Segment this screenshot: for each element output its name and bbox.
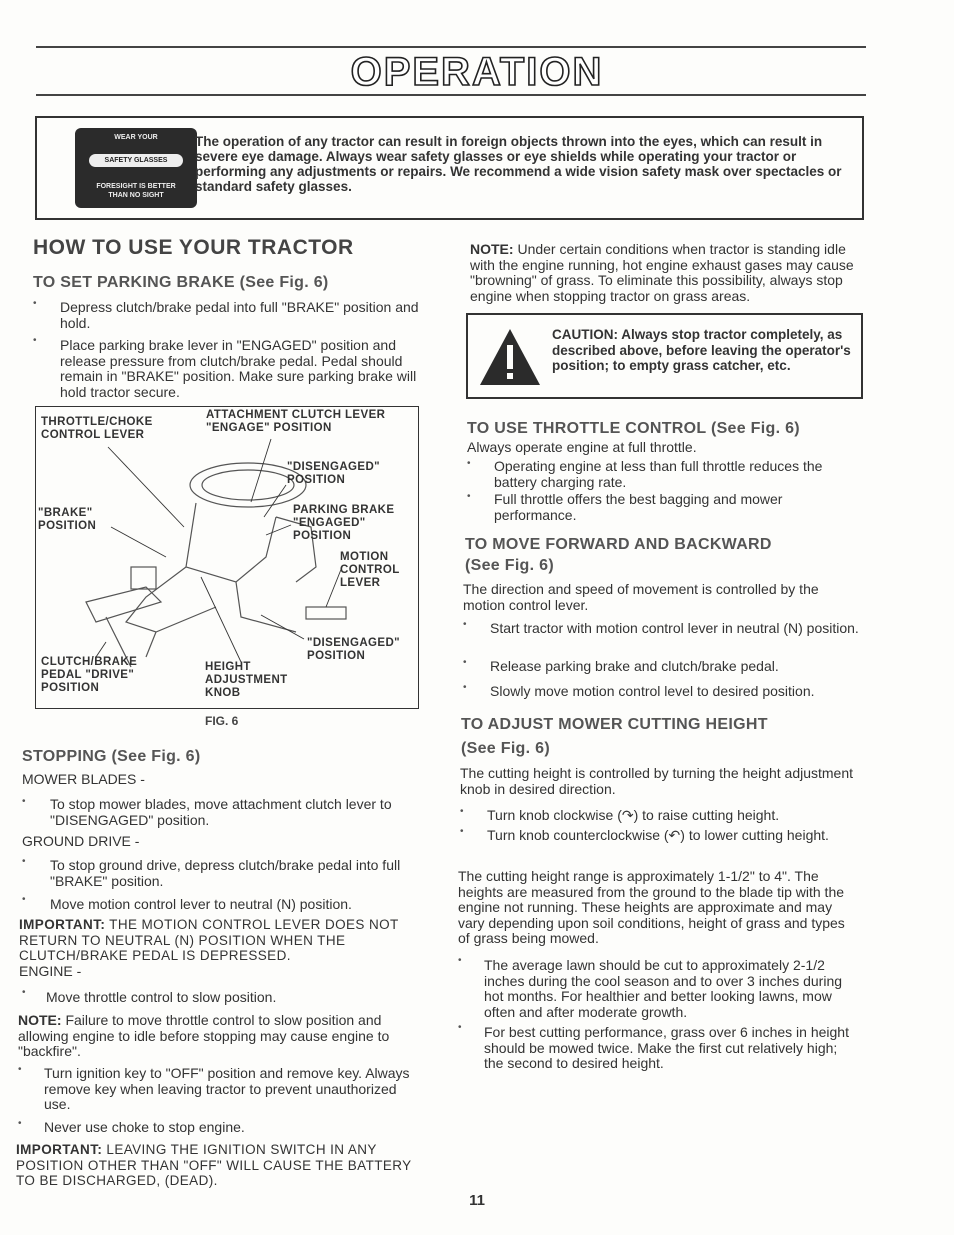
bullet-icon: • xyxy=(463,657,467,668)
blades-bullet-1: To stop mower blades, move attachment clutch lever to "DISENGAGED" position. xyxy=(50,796,392,828)
badge-mid-text: SAFETY GLASSES xyxy=(89,154,183,167)
bullet-icon: • xyxy=(463,619,467,630)
badge-bottom-text xyxy=(75,182,197,200)
height-bullet-4: For best cutting performance, grass over 6 inches in height should be mowed twice. Make the first cut relatively high; the second to desired height. xyxy=(484,1024,849,1071)
badge-bottom-line-1: FORESIGHT IS BETTER xyxy=(96,183,176,190)
stopping-heading: STOPPING (See Fig. 6) xyxy=(22,748,201,765)
important-label-2: IMPORTANT: xyxy=(16,1142,103,1157)
height-bullet-2: Turn knob counterclockwise (↶) to lower cutting height. xyxy=(487,827,829,843)
bullet-icon: • xyxy=(18,1064,22,1075)
label-throttle-choke: THROTTLE/CHOKE CONTROL LEVER xyxy=(41,416,153,441)
note-text-left: Failure to move throttle control to slow position and allowing engine to idle before stopping may cause engine to "backfire". xyxy=(18,1012,390,1059)
warning-text: The operation of any tractor can result in foreign objects thrown into the eyes, which can result in severe eye damage. Always wear safety glasses or eye shields while operating your tractor or performing any adjustments or repairs. We recommend a wide vision safety mask over spectacles or standard safety glasses. xyxy=(195,134,842,194)
eye-safety-warning xyxy=(35,116,864,220)
important-note-2 xyxy=(16,1142,414,1189)
bullet-icon: • xyxy=(463,682,467,693)
note-text-right: Under certain conditions when tractor is standing idle with the engine running, hot engine exhaust gases may cause "browning" of grass. To eliminate this possibility, always stop engine when stopping tractor on grass areas. xyxy=(470,241,854,304)
caution-box xyxy=(466,313,863,399)
figure-6-tractor-controls xyxy=(35,406,419,709)
throttle-intro: Always operate engine at full throttle. xyxy=(467,439,697,455)
height-bullet-1: Turn knob clockwise (↷) to raise cutting height. xyxy=(487,807,780,823)
height-heading-1: TO ADJUST MOWER CUTTING HEIGHT xyxy=(461,716,768,733)
badge-top-text: WEAR YOUR xyxy=(114,134,158,141)
caution-text: CAUTION: Always stop tractor completely, as described above, before leaving the operator's position; to empty grass catcher, etc. xyxy=(552,327,851,373)
important-label-1: IMPORTANT: xyxy=(19,917,106,932)
move-intro: The direction and speed of movement is controlled by the motion control lever. xyxy=(463,581,819,613)
bullet-icon: • xyxy=(22,796,26,807)
engine-label: ENGINE - xyxy=(19,963,82,979)
bullet-icon: • xyxy=(33,335,37,346)
label-height-knob: HEIGHT ADJUSTMENT KNOB xyxy=(205,661,288,699)
important-text-1: THE MOTION CONTROL LEVER DOES NOT RETURN TO NEUTRAL (N) POSITION WHEN THE CLUTCH/BRAKE PEDAL IS DEPRESSED. xyxy=(19,917,399,963)
bullet-icon: • xyxy=(467,458,471,469)
height-bullet-3: The average lawn should be cut to approximately 2-1/2 inches during the cool season and to over 3 inches during hot months. For healthier and better looking lawns, mow often and after moderate growth. xyxy=(484,957,843,1020)
parking-brake-heading: TO SET PARKING BRAKE (See Fig. 6) xyxy=(33,274,329,291)
bullet-icon: • xyxy=(460,826,464,837)
bullet-icon: • xyxy=(22,856,26,867)
title-rule xyxy=(36,94,866,96)
note-label-right: NOTE: xyxy=(470,241,514,257)
bullet-icon: • xyxy=(22,894,26,905)
badge-bottom-line-2: THAN NO SIGHT xyxy=(108,192,164,199)
safety-glasses-badge xyxy=(75,128,197,208)
move-heading-1: TO MOVE FORWARD AND BACKWARD xyxy=(465,536,772,553)
important-note-1 xyxy=(19,917,417,964)
stopping-note xyxy=(18,1013,416,1060)
label-disengaged-2: "DISENGAGED" POSITION xyxy=(307,637,401,662)
bullet-icon: • xyxy=(458,955,462,966)
move-bullet-1: Start tractor with motion control lever in neutral (N) position. xyxy=(490,620,859,636)
label-attachment-clutch: ATTACHMENT CLUTCH LEVER "ENGAGE" POSITION xyxy=(206,409,386,434)
important-text-2: LEAVING THE IGNITION SWITCH IN ANY POSITION OTHER THAN "OFF" WILL CAUSE THE BATTERY TO BE DISCHARGED, (DEAD). xyxy=(16,1142,412,1188)
page-number: 11 xyxy=(469,1192,485,1209)
bullet-icon: • xyxy=(22,987,26,998)
ground-bullet-1: To stop ground drive, depress clutch/brake pedal into full "BRAKE" position. xyxy=(50,857,401,889)
ground-bullet-2: Move motion control lever to neutral (N) position. xyxy=(50,896,352,912)
warning-triangle-icon xyxy=(478,327,542,387)
move-heading-2: (See Fig. 6) xyxy=(465,557,554,574)
label-parking-brake: PARKING BRAKE "ENGAGED" POSITION xyxy=(293,504,395,542)
label-disengaged-1: "DISENGAGED" POSITION xyxy=(287,461,381,486)
throttle-bullet-1: Operating engine at less than full throttle reduces the battery charging rate. xyxy=(494,458,823,490)
engine-bullet-1: Move throttle control to slow position. xyxy=(46,989,277,1005)
height-intro: The cutting height is controlled by turning the height adjustment knob in desired direction. xyxy=(460,765,854,797)
move-bullet-2: Release parking brake and clutch/brake pedal. xyxy=(490,658,779,674)
bullet-icon: • xyxy=(467,491,471,502)
height-heading-2: (See Fig. 6) xyxy=(461,740,550,757)
ground-drive-label: GROUND DRIVE - xyxy=(22,833,140,849)
throttle-heading: TO USE THROTTLE CONTROL (See Fig. 6) xyxy=(467,420,800,437)
exhaust-note xyxy=(470,242,865,304)
figure-caption: FIG. 6 xyxy=(205,714,239,728)
engine-bullet-3: Never use choke to stop engine. xyxy=(44,1119,245,1135)
label-motion-control: MOTION CONTROL LEVER xyxy=(340,551,400,589)
label-brake-position: "BRAKE" POSITION xyxy=(38,507,97,532)
bullet-icon: • xyxy=(458,1022,462,1033)
note-label-left: NOTE: xyxy=(18,1012,62,1028)
throttle-bullet-2: Full throttle offers the best bagging and mower performance. xyxy=(494,491,783,523)
parking-bullet-1: Depress clutch/brake pedal into full "BRAKE" position and hold. xyxy=(60,299,419,331)
top-rule xyxy=(36,46,866,48)
bullet-icon: • xyxy=(460,806,464,817)
move-bullet-3: Slowly move motion control level to desired position. xyxy=(490,683,815,699)
height-range-paragraph: The cutting height range is approximately 1-1/2" to 4". The heights are measured from the ground to the blade tip with the engine not running. These heights are approximate and may vary depending upon soil conditions, height of grass and types of grass being mowed. xyxy=(458,868,845,946)
parking-bullet-2: Place parking brake lever in "ENGAGED" position and release pressure from clutch/brake pedal. Pedal should remain in "BRAKE" position. Make sure parking brake will hold tractor secure. xyxy=(60,337,417,400)
section-heading: HOW TO USE YOUR TRACTOR xyxy=(33,236,354,259)
bullet-icon: • xyxy=(33,298,37,309)
page-title: OPERATION xyxy=(350,50,604,94)
mower-blades-label: MOWER BLADES - xyxy=(22,771,145,787)
bullet-icon: • xyxy=(18,1118,22,1129)
engine-bullet-2: Turn ignition key to "OFF" position and remove key. Always remove key when leaving tractor to prevent unauthorized use. xyxy=(44,1065,410,1112)
label-clutch-brake-pedal: CLUTCH/BRAKE PEDAL "DRIVE" POSITION xyxy=(41,656,138,694)
